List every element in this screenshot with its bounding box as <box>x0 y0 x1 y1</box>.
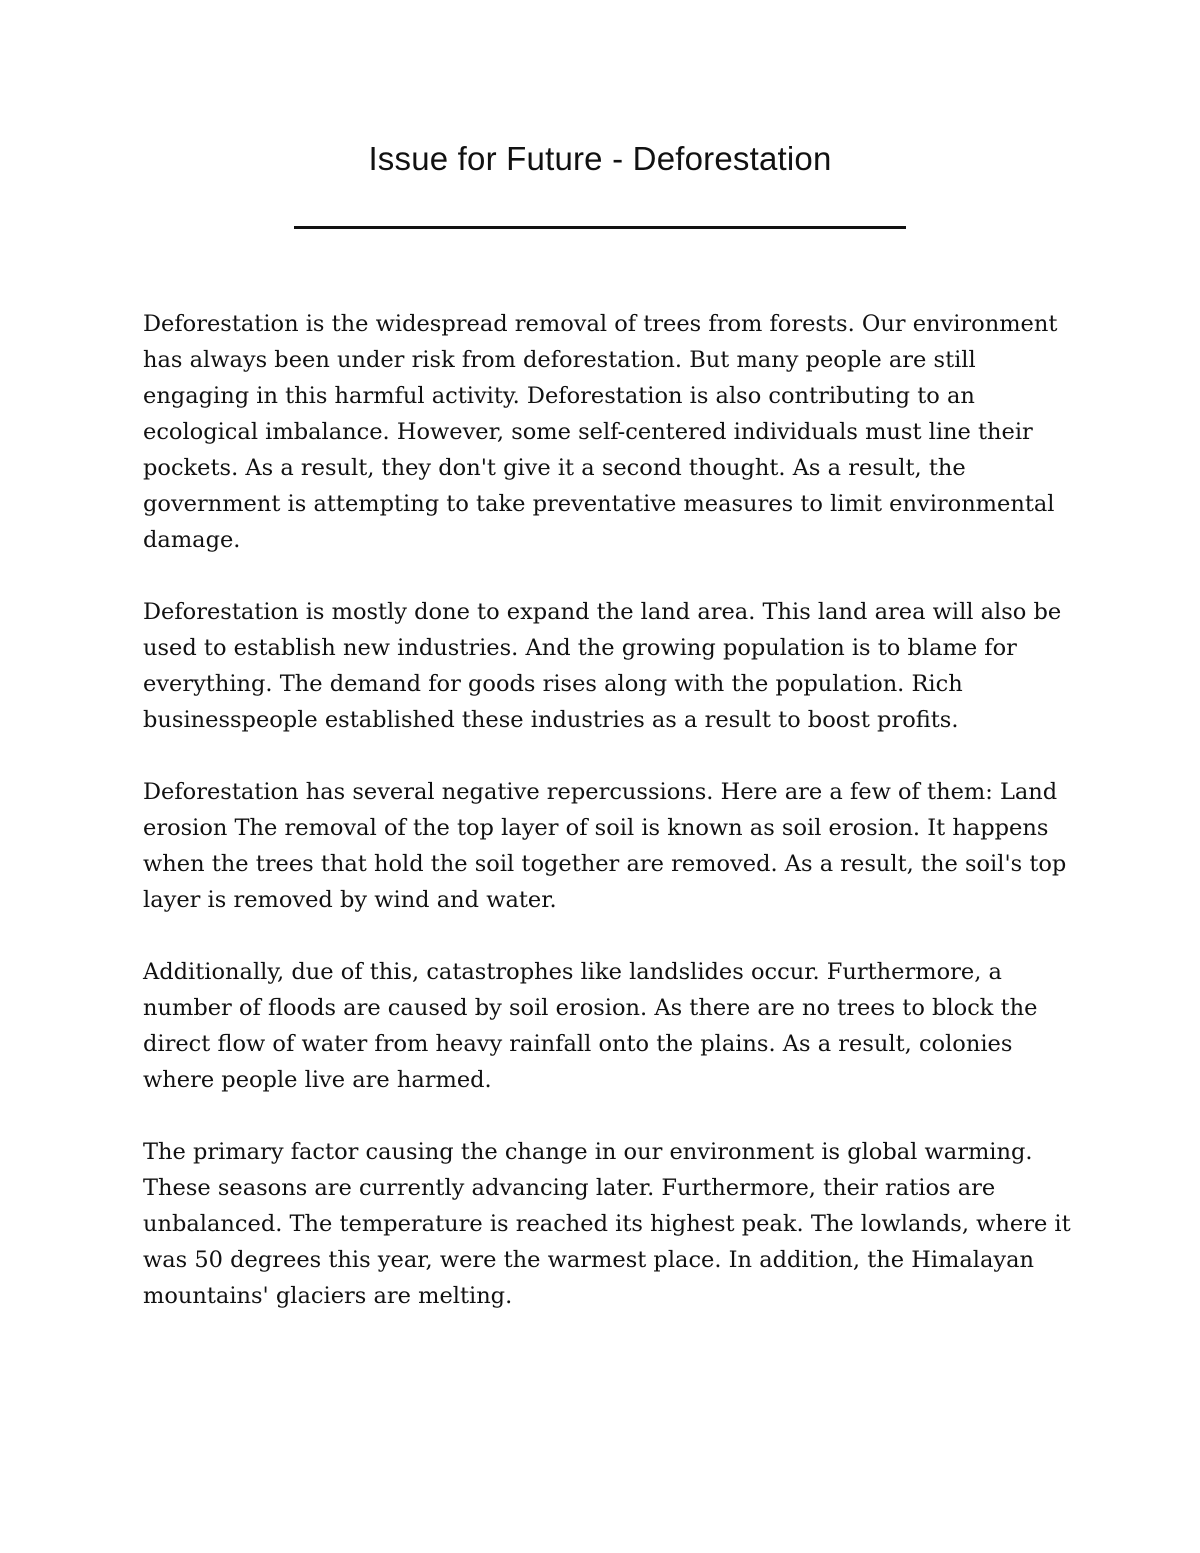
paragraph-5: The primary factor causing the change in our environment is global warming. These seasons are currently advancing later. Furthermore, their ratios are unbalanced. The temperature is reached its highest peak. The lowlands, where it was 50 degrees this year, were the warmest place. In addition, the Himalayan mountains' glaciers are melting. <box>143 1139 1071 1309</box>
title-underline <box>294 226 906 229</box>
paragraph-4: Additionally, due of this, catastrophes like landslides occur. Furthermore, a number of floods are caused by soil erosion. As there are no trees to block the direct flow of water from heavy rainfall onto the plains. As a result, colonies where people live are harmed. <box>143 959 1038 1093</box>
paragraph-2: Deforestation is mostly done to expand the land area. This land area will also be used to establish new industries. And the growing population is to blame for everything. The demand for goods rises along with the population. Rich businesspeople established these industries as a result to boost profits. <box>143 599 1062 733</box>
document-body <box>143 306 1073 1314</box>
paragraph-1: Deforestation is the widespread removal of trees from forests. Our environment has always been under risk from deforestation. But many people are still engaging in this harmful activity. Deforestation is also contributing to an ecological imbalance. However, some self-centered individuals must line their pockets. As a result, they don't give it a second thought. As a result, the government is attempting to take preventative measures to limit environmental damage. <box>143 311 1058 553</box>
paragraph-3: Deforestation has several negative repercussions. Here are a few of them: Land erosion The removal of the top layer of soil is known as soil erosion. It happens when the trees that hold the soil together are removed. As a result, the soil's top layer is removed by wind and water. <box>143 779 1067 913</box>
document-title: Issue for Future - Deforestation <box>368 140 832 177</box>
